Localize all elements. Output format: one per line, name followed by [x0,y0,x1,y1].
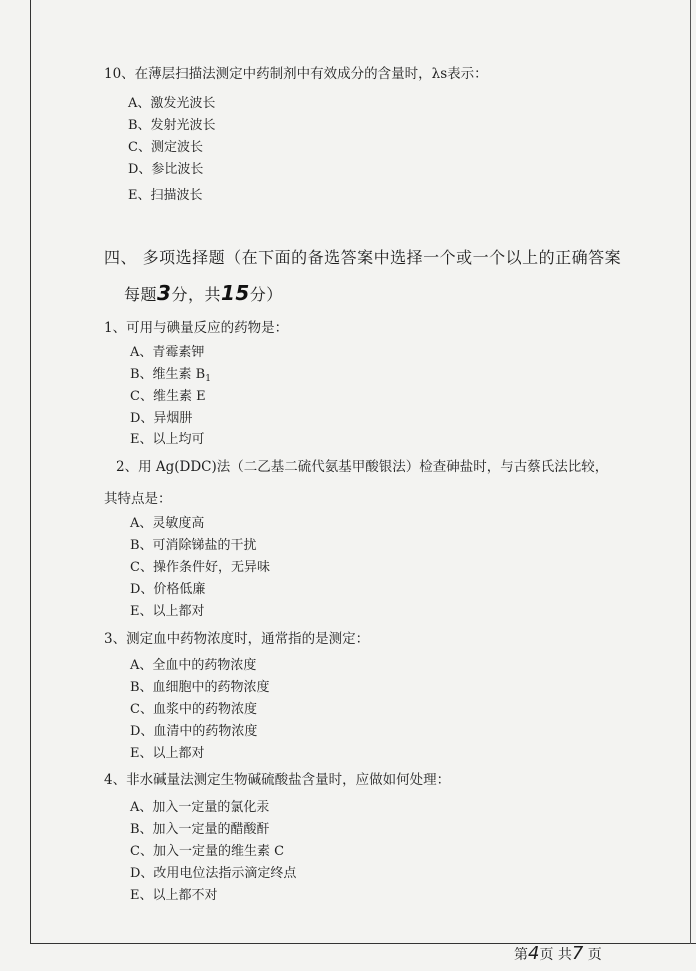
page-border-bottom [30,943,696,944]
q3-option-e: E、以上都对 [130,746,205,761]
q10-option-b: B、发射光波长 [128,118,216,133]
section-4-scoring [124,283,283,305]
scoring-mid: 分，共 [171,285,221,304]
q1-option-e: E、以上均可 [130,432,205,447]
points-total-handwritten: 15 [220,281,250,305]
q4-option-d: D、改用电位法指示滴定终点 [130,866,297,881]
q10-option-d: D、参比波长 [128,162,204,177]
q1-stem: 1、可用与碘量反应的药物是： [104,320,289,336]
q2-option-d: D、价格低廉 [130,582,206,597]
page-mid: 页 共 [539,947,572,963]
page-total-handwritten: 7 [571,943,584,964]
q3-option-b: B、血细胞中的药物浓度 [130,680,270,695]
page-suffix: 页 [583,947,602,963]
q3-option-d: D、血清中的药物浓度 [130,724,258,739]
q10-option-e: E、扫描波长 [128,188,203,203]
q1-option-b-subscript: 1 [205,374,211,384]
q4-option-e: E、以上都不对 [130,888,218,903]
points-each-handwritten: 3 [157,281,172,305]
q1-option-b-text: B、维生素 B [130,367,206,382]
q2-stem-line1: 2、用 Ag(DDC)法（二乙基二硫代氨基甲酸银法）检查砷盐时，与古蔡氏法比较， [116,459,609,475]
q2-option-b: B、可消除锑盐的干扰 [130,538,257,553]
page-num-handwritten: 4 [528,943,540,964]
q4-option-a: A、加入一定量的氯化汞 [130,800,270,815]
q10-stem: 10、在薄层扫描法测定中药制剂中有效成分的含量时，λs表示： [104,66,488,82]
q4-option-c: C、加入一定量的维生素 C [130,844,285,859]
scoring-prefix: 每题 [124,285,158,304]
q10-option-c: C、测定波长 [128,140,203,155]
q2-option-c: C、操作条件好，无异味 [130,560,270,575]
q4-stem: 4、非水碱量法测定生物碱硫酸盐含量时，应做如何处理： [104,772,451,788]
q10-option-a: A、激发光波长 [128,96,216,111]
q1-option-c: C、维生素 E [130,389,206,404]
q1-option-d: D、异烟肼 [130,411,193,426]
page-border-left [30,0,31,944]
scoring-suffix: 分） [249,285,283,304]
page-prefix: 第 [514,947,528,963]
q1-option-a: A、青霉素钾 [130,345,205,360]
q3-stem: 3、测定血中药物浓度时，通常指的是测定： [104,631,370,647]
q3-option-a: A、全血中的药物浓度 [130,658,257,673]
q2-stem-line2: 其特点是： [104,491,172,507]
q2-option-a: A、灵敏度高 [130,516,205,531]
page-number [514,943,602,964]
q2-option-e: E、以上都对 [130,604,205,619]
q3-option-c: C、血浆中的药物浓度 [130,702,257,717]
q4-option-b: B、加入一定量的醋酸酐 [130,822,270,837]
section-4-heading: 四、 多项选择题（在下面的备选答案中选择一个或一个以上的正确答案 [104,248,622,267]
q1-option-b [130,367,211,387]
page-border-right [690,0,691,944]
